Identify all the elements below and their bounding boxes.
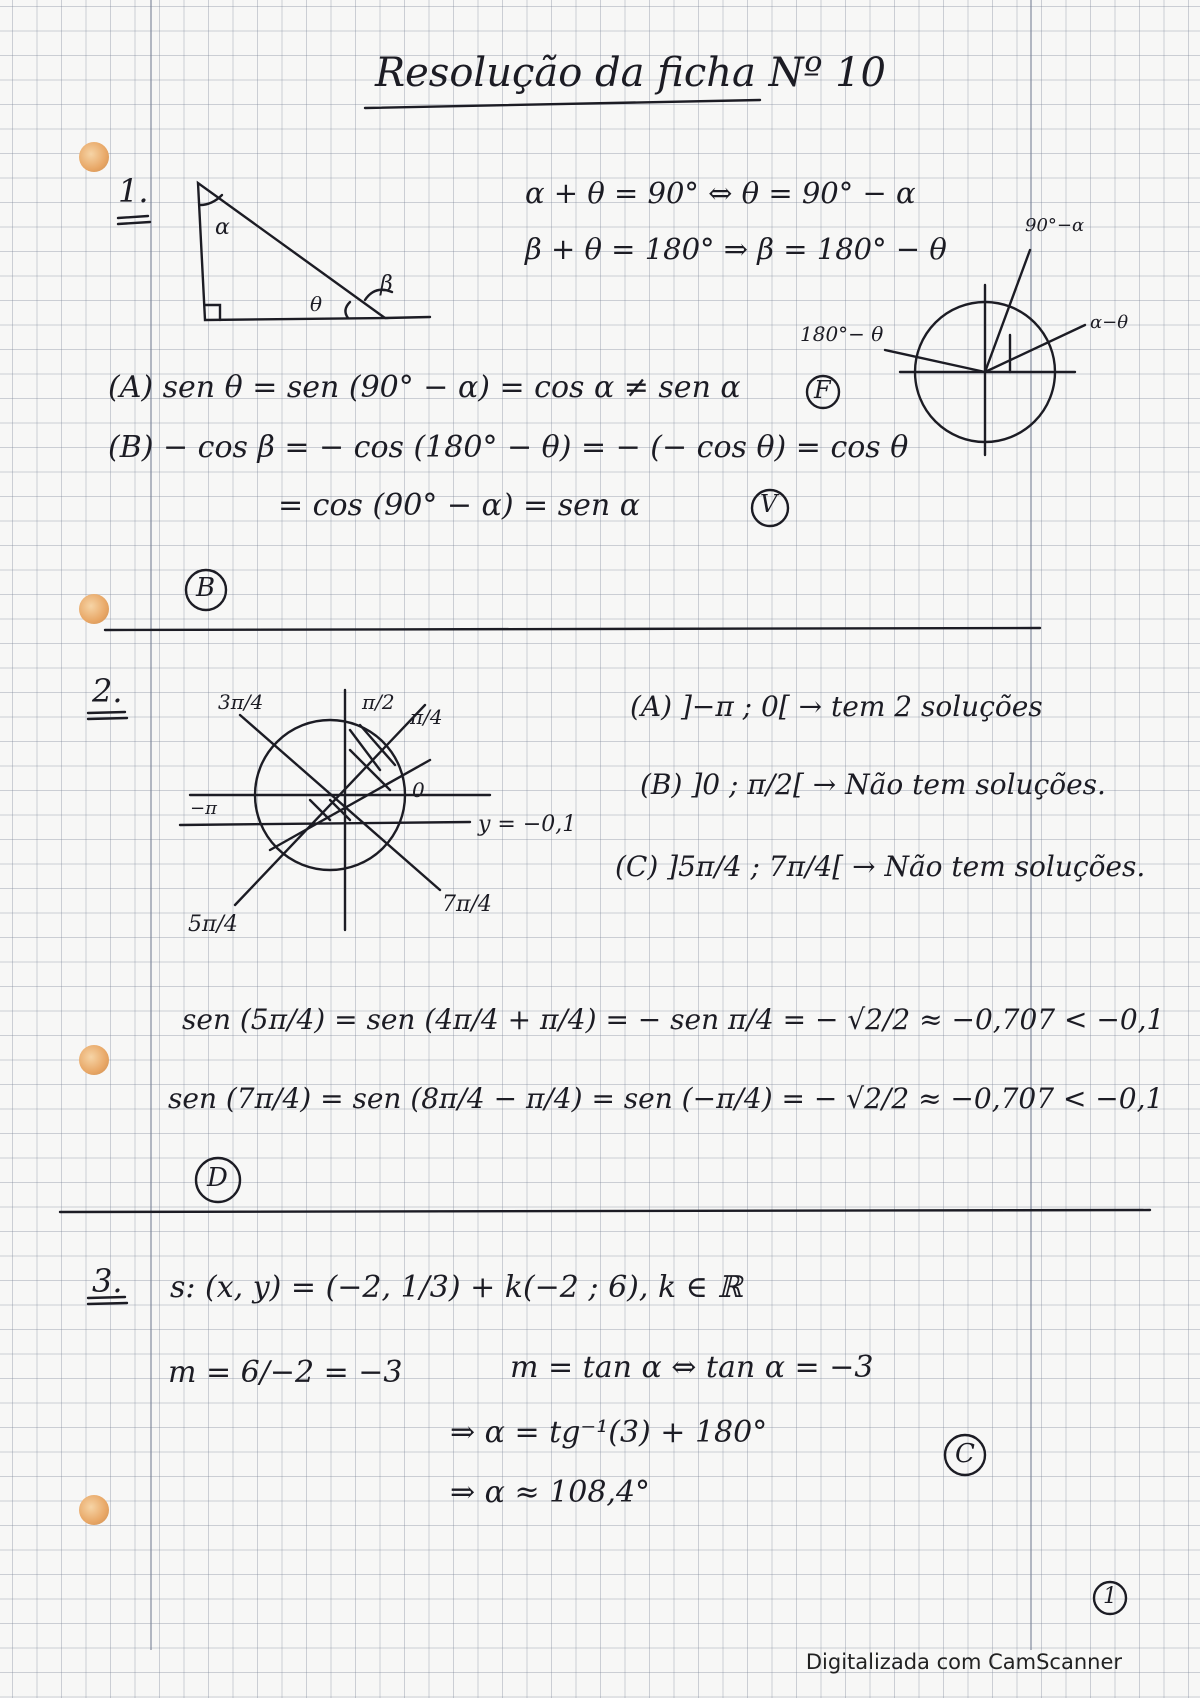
q1-option-b-line1: (B) − cos β = − cos (180° − θ) = − (− cos θ) = cos θ (108, 430, 909, 465)
q1-circle-label-at: α−θ (1090, 312, 1129, 333)
q2-label-7pi4: 7π/4 (442, 892, 492, 917)
q2-answer: D (207, 1163, 228, 1193)
q1-mark-false: F (814, 376, 831, 404)
separator-2 (60, 1210, 1150, 1212)
triangle-base-extension (385, 317, 430, 318)
q2-option-a: (A) ]−π ; 0[ → tem 2 soluções (630, 690, 1043, 723)
triangle-figure (198, 183, 385, 320)
q2-label-5pi4: 5π/4 (188, 912, 238, 937)
q2-shading (350, 725, 395, 790)
scanner-watermark: Digitalizada com CamScanner (805, 1650, 1122, 1674)
q2-calc-1: sen (5π/4) = sen (4π/4 + π/4) = − sen π/4 = − √2/2 ≈ −0,707 < −0,1 (182, 1003, 1165, 1036)
q3-line-2: m = 6/−2 = −3 (168, 1355, 403, 1390)
q3-answer: C (955, 1439, 975, 1469)
right-angle-mark (205, 305, 220, 320)
q2-option-b: (B) ]0 ; π/2[ → Não tem soluções. (640, 768, 1106, 801)
q1-number: 1. (118, 172, 149, 210)
q2-label-pi2: π/2 (362, 690, 395, 714)
q1-beta-label: β (380, 272, 393, 297)
q2-label-3pi4: 3π/4 (218, 690, 264, 714)
q1-answer: B (196, 573, 216, 603)
alpha-arc (200, 195, 222, 205)
page-title: Resolução da ficha Nº 10 (375, 50, 886, 96)
q2-line-aux (270, 760, 430, 850)
q2-label-pi4: π/4 (410, 705, 443, 729)
theta-arc (345, 302, 350, 318)
q2-line-3pi4 (240, 715, 440, 890)
q3-line-1: s: (x, y) = (−2, 1/3) + k(−2 ; 6), k ∈ ℝ (170, 1270, 743, 1305)
q1-option-a: (A) sen θ = sen (90° − α) = cos α ≠ sen α (108, 370, 741, 405)
title-underline (365, 100, 760, 108)
q3-line-4: ⇒ α = tg⁻¹(3) + 180° (450, 1415, 768, 1450)
q2-line-y (180, 822, 470, 825)
q2-calc-2: sen (7π/4) = sen (8π/4 − π/4) = sen (−π/4) = − √2/2 ≈ −0,707 < −0,1 (168, 1082, 1164, 1115)
q1-mark-true: V (760, 490, 778, 518)
q1-option-b-line2: = cos (90° − α) = sen α (278, 488, 640, 523)
q2-label-y: y = −0,1 (478, 812, 577, 837)
q3-number: 3. (92, 1262, 123, 1300)
q1-circle-label-180t: 180°− θ (800, 322, 884, 346)
q2-number-underline (88, 712, 127, 719)
q2-label-minus-pi: −π (190, 798, 217, 819)
q2-label-zero: 0 (412, 778, 425, 802)
q1-theta-label: θ (310, 292, 323, 316)
q2-number: 2. (92, 672, 123, 710)
q3-line-3: m = tan α ⇔ tan α = −3 (510, 1350, 874, 1385)
page-number: 1 (1103, 1584, 1117, 1609)
q1-alpha-label: α (215, 215, 230, 240)
q1-equation-2: β + θ = 180° ⇒ β = 180° − θ (525, 232, 947, 266)
q1-circle-ray-3 (885, 350, 985, 372)
q1-equation-1: α + θ = 90° ⇔ θ = 90° − α (525, 176, 916, 210)
q1-number-underline (118, 216, 150, 224)
q3-line-5: ⇒ α ≈ 108,4° (450, 1475, 651, 1510)
q2-option-c: (C) ]5π/4 ; 7π/4[ → Não tem soluções. (615, 850, 1146, 883)
q1-circle-label-90a: 90°−α (1025, 215, 1085, 236)
separator-1 (105, 628, 1040, 630)
